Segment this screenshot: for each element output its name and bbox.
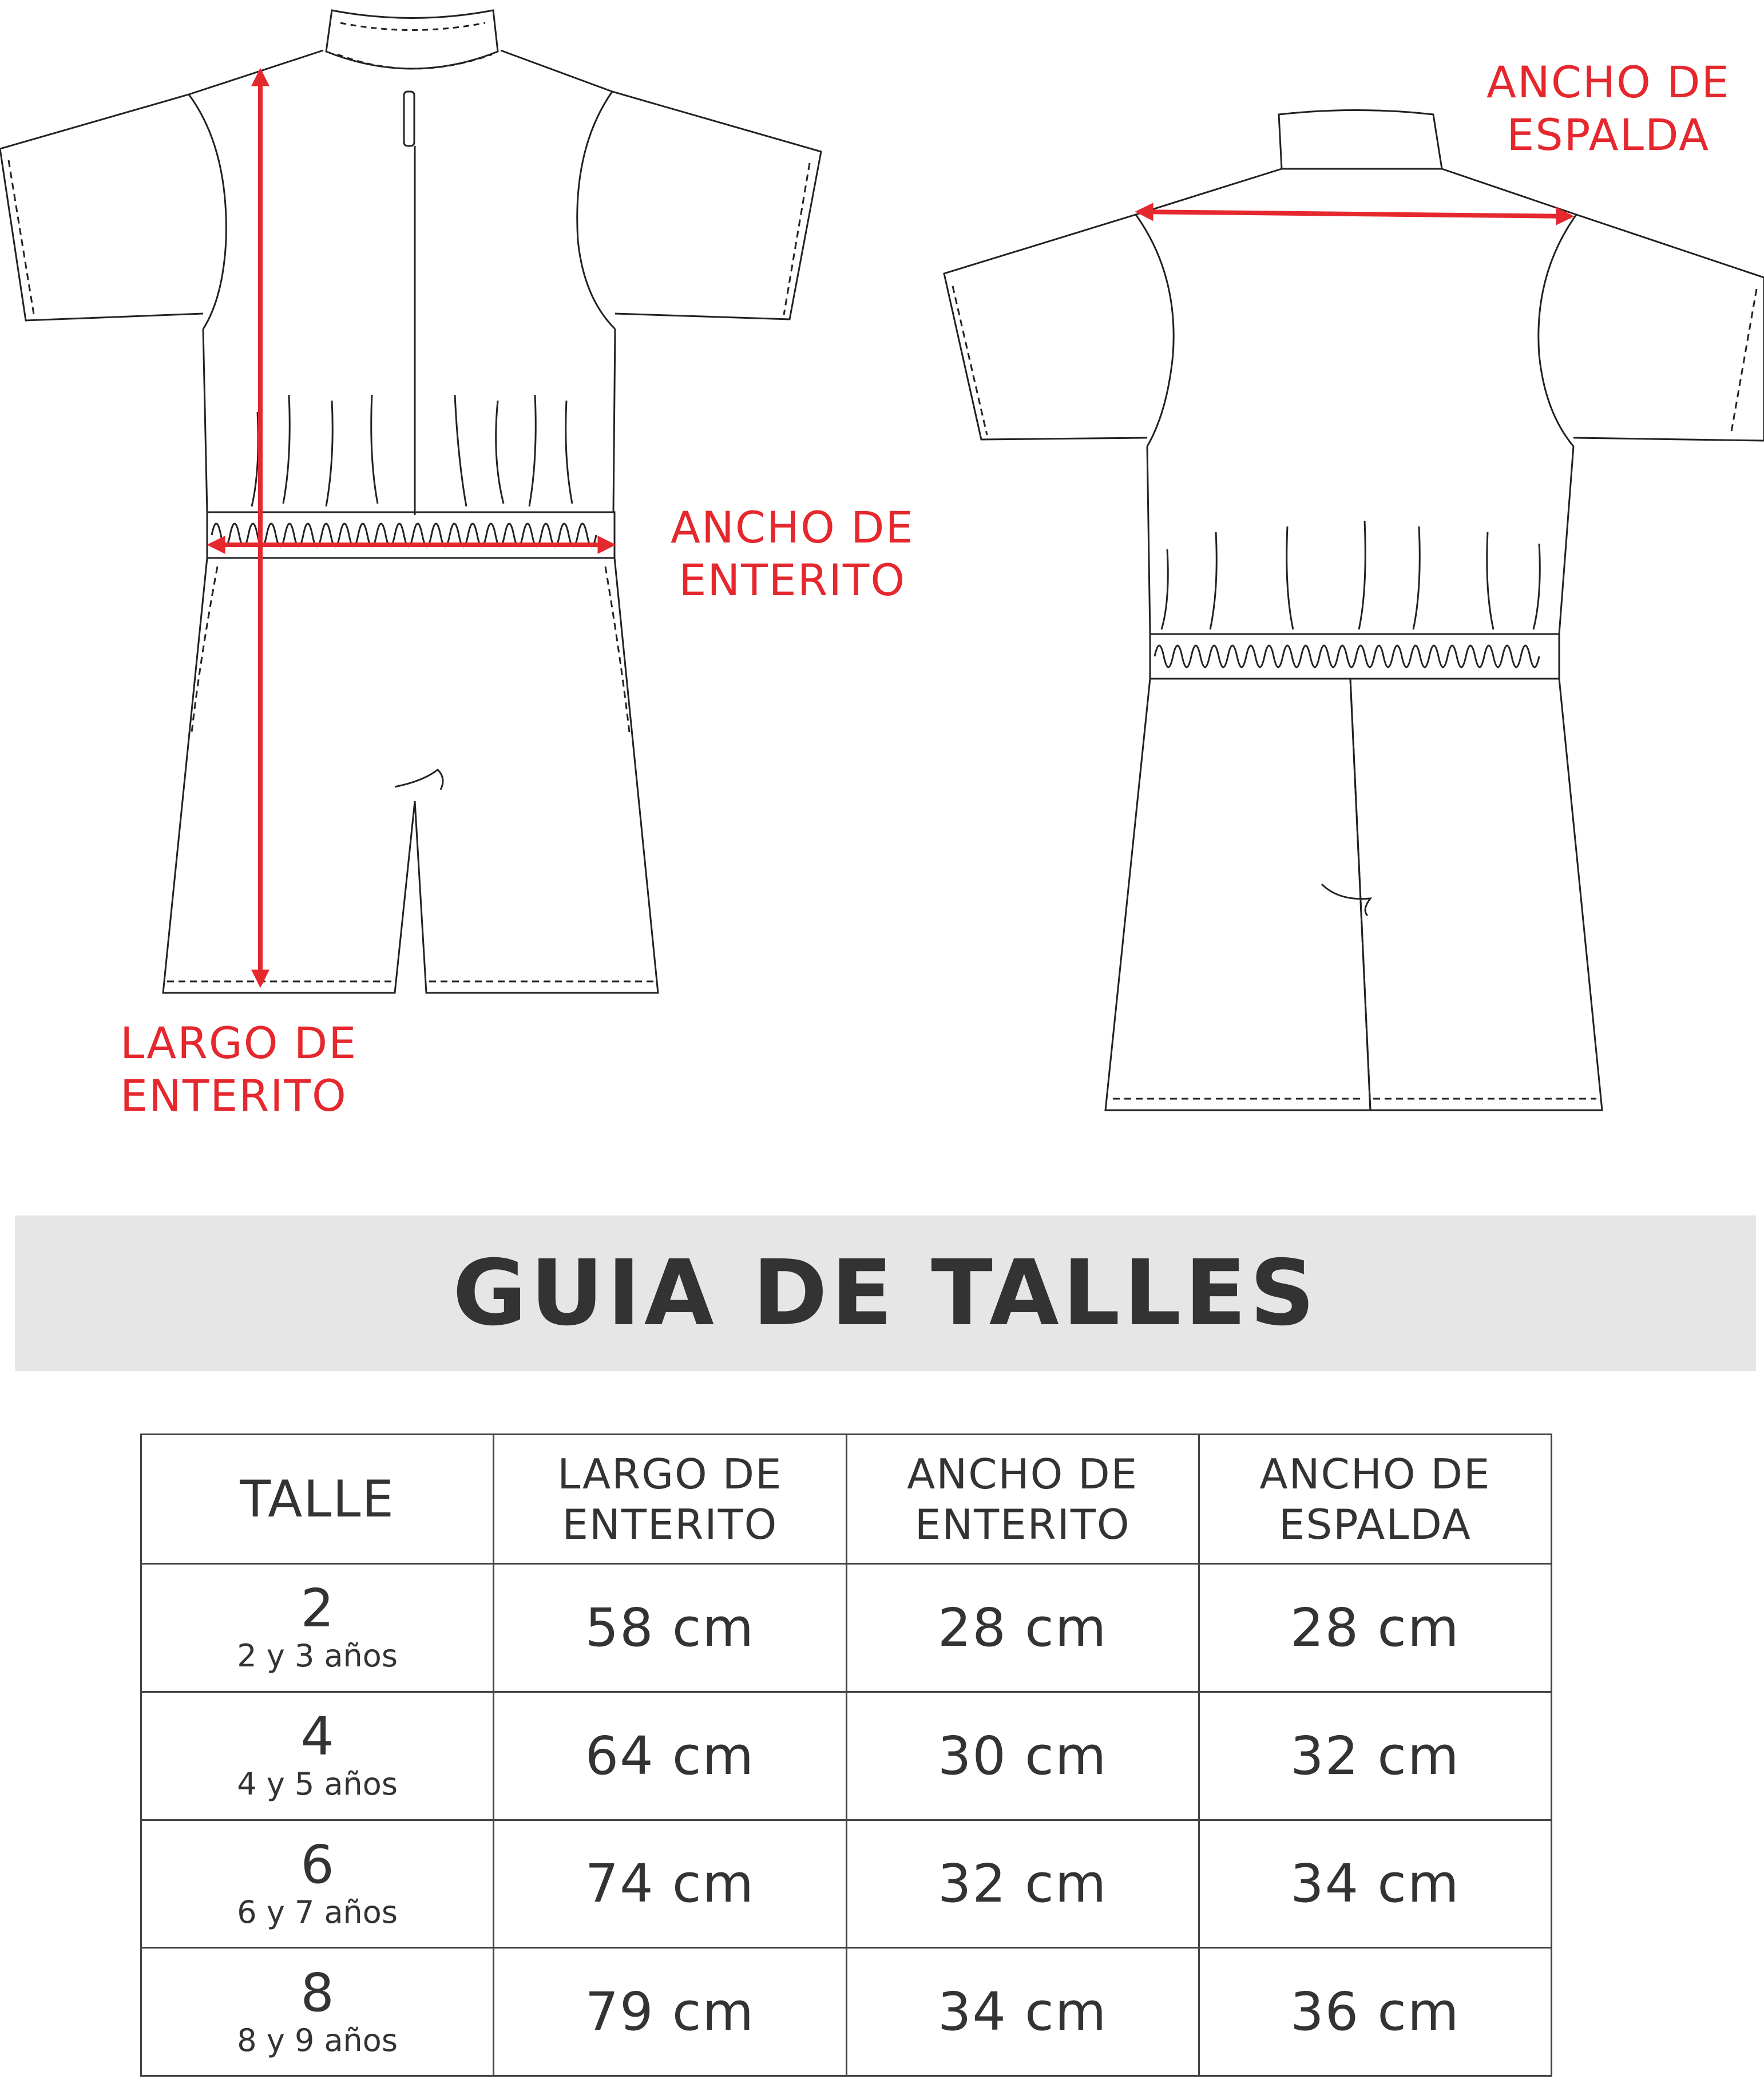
- back-view: [944, 110, 1764, 1111]
- table-row: [141, 1948, 1552, 2076]
- espalda-cell: 36 cm: [1199, 1948, 1551, 2076]
- size-table: [140, 1433, 1552, 2077]
- size-cell: [141, 1692, 494, 1820]
- header-largo: LARGO DE ENTERITO: [494, 1435, 846, 1564]
- header-ancho-enterito: ANCHO DE ENTERITO: [846, 1435, 1199, 1564]
- size-age: 6 y 7 años: [237, 1894, 398, 1930]
- size-age: 4 y 5 años: [237, 1766, 398, 1803]
- ancho-cell: 32 cm: [846, 1820, 1199, 1948]
- espalda-cell: 32 cm: [1199, 1692, 1551, 1820]
- size-cell: [141, 1820, 494, 1948]
- table-row: [141, 1564, 1552, 1692]
- annotation-ancho-enterito: ANCHO DE ENTERITO: [671, 502, 914, 605]
- ancho-espalda-arrow: [1139, 212, 1571, 216]
- table-row: [141, 1692, 1552, 1820]
- largo-cell: 58 cm: [494, 1564, 846, 1692]
- largo-cell: 79 cm: [494, 1948, 846, 2076]
- title-banner: [15, 1215, 1756, 1371]
- largo-cell: 64 cm: [494, 1692, 846, 1820]
- size-number: 6: [300, 1834, 334, 1895]
- largo-cell: 74 cm: [494, 1820, 846, 1948]
- table-row: [141, 1820, 1552, 1948]
- table-header-row: [141, 1435, 1552, 1564]
- espalda-cell: 34 cm: [1199, 1820, 1551, 1948]
- header-ancho-espalda: ANCHO DE ESPALDA: [1199, 1435, 1551, 1564]
- header-talle: TALLE: [141, 1435, 494, 1564]
- ancho-cell: 34 cm: [846, 1948, 1199, 2076]
- annotation-largo-enterito: LARGO DE ENTERITO: [120, 1017, 358, 1121]
- ancho-cell: 30 cm: [846, 1692, 1199, 1820]
- size-number: 8: [300, 1962, 334, 2023]
- ancho-cell: 28 cm: [846, 1564, 1199, 1692]
- size-number: 4: [300, 1706, 334, 1768]
- size-cell: [141, 1564, 494, 1692]
- size-age: 8 y 9 años: [237, 2022, 398, 2058]
- size-number: 2: [300, 1578, 334, 1640]
- espalda-cell: 28 cm: [1199, 1564, 1551, 1692]
- size-age: 2 y 3 años: [237, 1638, 398, 1674]
- page-title: GUIA DE TALLES: [452, 1241, 1319, 1346]
- annotation-ancho-espalda: ANCHO DE ESPALDA: [1486, 57, 1730, 160]
- size-cell: [141, 1948, 494, 2076]
